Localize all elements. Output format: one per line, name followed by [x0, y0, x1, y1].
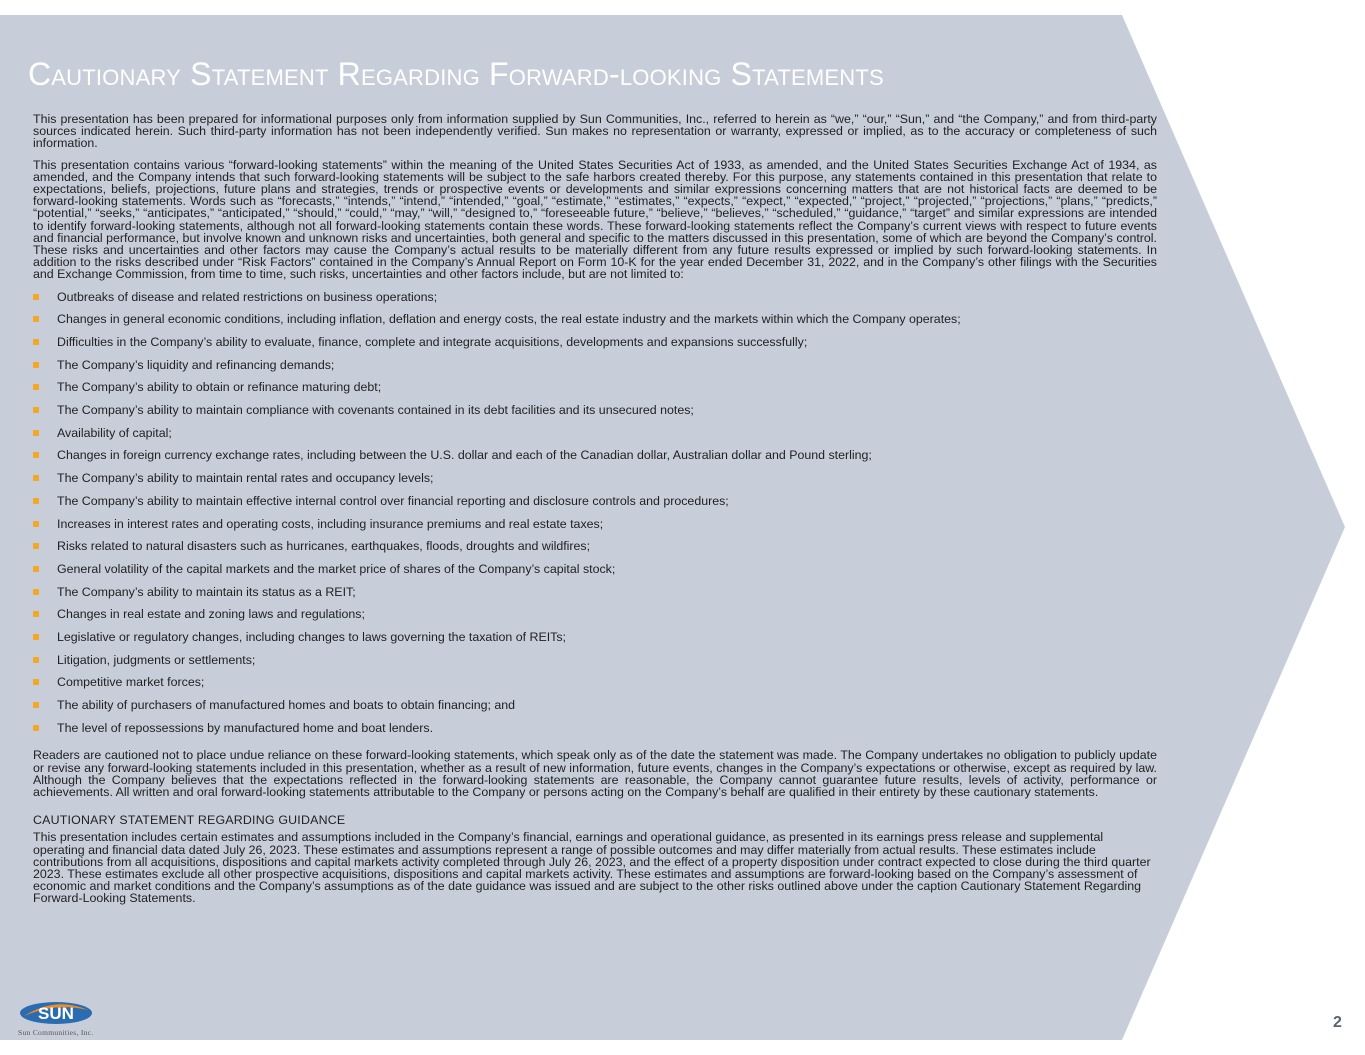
risk-factor-item	[33, 539, 1157, 562]
risk-factor-item	[33, 380, 1157, 403]
risk-factor-text: Availability of capital;	[57, 425, 172, 440]
risk-factor-item	[33, 585, 1157, 608]
forward-looking-paragraph: This presentation contains various “forward-looking statements” within the meaning of the United States Securities Act of 1933, as amended, and the United States Securities Exchange Act of 1934, as amended, and the Company intends that such forward-looking statements will be subject to the safe harbors created thereby. For this purpose, any statements contained in this presentation that relate to expectations, beliefs, projections, future plans and strategies, trends or prospective events or developments and similar expressions concerning matters that are not historical facts are deemed to be forward-looking statements. Words such as “forecasts,” “intends,” “intend,” “intended,” “goal,” “estimate,” “estimates,” “expects,” “expect,” “expected,” “project,” “projected,” “projections,” “plans,” “predicts,” “potential,” “seeks,” “anticipates,” “anticipated,” “should,” “could,” “may,” “will,” “designed to,” “foreseeable future,” “believe,” “believes,” “scheduled,” “guidance,” “target” and similar expressions are intended to identify forward-looking statements, although not all forward-looking statements contain these words. These forward-looking statements reflect the Company’s current views with respect to future events and financial performance, but involve known and unknown risks and uncertainties, both general and specific to the matters discussed in this presentation, some of which are beyond the Company’s control. These risks and uncertainties and other factors may cause the Company’s actual results to be materially different from any future results expressed or implied by such forward-looking statements. In addition to the risks described under “Risk Factors” contained in the Company’s Annual Report on Form 10-K for the year ended December 31, 2022, and in the Company’s other filings with the Securities and Exchange Commission, from time to time, such risks, uncertainties and other factors include, but are not limited to:	[33, 157, 1157, 282]
disclaimer-body	[33, 113, 1157, 914]
sun-logo-mark-icon	[18, 1000, 98, 1026]
risk-factor-text: Increases in interest rates and operating costs, including insurance premiums and real estate taxes;	[57, 516, 604, 531]
risk-factor-text: Legislative or regulatory changes, including changes to laws governing the taxation of REITs;	[57, 629, 567, 644]
risk-factor-text: Risks related to natural disasters such as hurricanes, earthquakes, floods, droughts and wildfires;	[57, 539, 591, 554]
bullet-icon	[33, 430, 39, 436]
risk-factor-item	[33, 721, 1157, 744]
risk-factor-item	[33, 312, 1157, 335]
bullet-icon	[33, 294, 39, 300]
guidance-paragraph: This presentation includes certain estimates and assumptions included in the Company’s financial, earnings and operational guidance, as presented in its earnings press release and supplemental operating and financial data dated July 26, 2023. These estimates and assumptions represent a range of possible outcomes and may differ materially from actual results. These estimates include contributions from all acquisitions, dispositions and capital markets activity completed through July 26, 2023, and the effect of a property disposition under contract expected to close during the third quarter 2023. These estimates exclude all other prospective acquisitions, dispositions and capital markets activity. These estimates and assumptions are forward-looking based on the Company’s assessment of economic and market conditions and the Company’s assumptions as of the date guidance was issued and are subject to the other risks outlined above under the caption Cautionary Statement Regarding Forward-Looking Statements.	[33, 830, 1151, 906]
risk-factor-text: Outbreaks of disease and related restrictions on business operations;	[57, 289, 438, 304]
risk-factor-item	[33, 607, 1157, 630]
risk-factor-item	[33, 471, 1157, 494]
risk-factor-text: Litigation, judgments or settlements;	[57, 652, 256, 667]
risk-factor-text: The Company’s ability to maintain rental rates and occupancy levels;	[57, 471, 434, 486]
risk-factor-text: The Company’s ability to maintain effective internal control over financial reporting and disclosure controls and procedures;	[57, 493, 729, 508]
bullet-icon	[33, 589, 39, 595]
risk-factor-item	[33, 335, 1157, 358]
bullet-icon	[33, 407, 39, 413]
risk-factor-item	[33, 517, 1157, 540]
bullet-icon	[33, 475, 39, 481]
bullet-icon	[33, 316, 39, 322]
bullet-icon	[33, 452, 39, 458]
risk-factor-text: Changes in general economic conditions, including inflation, deflation and energy costs, the real estate industry and the markets within which the Company operates;	[57, 312, 961, 327]
bullet-icon	[33, 702, 39, 708]
risk-factor-text: Changes in real estate and zoning laws and regulations;	[57, 607, 365, 622]
risk-factor-text: Difficulties in the Company’s ability to evaluate, finance, complete and integrate acquisitions, developments and expansions successfully;	[57, 335, 808, 350]
risk-factors-list	[33, 290, 1157, 744]
sun-communities-logo	[18, 1000, 128, 1040]
bullet-icon	[33, 339, 39, 345]
risk-factor-item	[33, 426, 1157, 449]
risk-factor-text: The ability of purchasers of manufactured homes and boats to obtain financing; and	[57, 698, 516, 713]
risk-factor-item	[33, 698, 1157, 721]
risk-factor-text: The Company’s ability to maintain its status as a REIT;	[57, 584, 356, 599]
readers-caution-paragraph: Readers are cautioned not to place undue reliance on these forward-looking statements, which speak only as of the date the statement was made. The Company undertakes no obligation to publicly update or revise any forward-looking statements included in this presentation, whether as a result of new information, future events, changes in the Company’s expectations or otherwise, except as required by law. Although the Company believes that the expectations reflected in the forward-looking statements are reasonable, the Company cannot guarantee future results, levels of activity, performance or achievements. All written and oral forward-looking statements attributable to the Company or persons acting on the Company’s behalf are qualified in their entirety by these cautionary statements.	[33, 748, 1157, 799]
bullet-icon	[33, 521, 39, 527]
risk-factor-item	[33, 358, 1157, 381]
bullet-icon	[33, 543, 39, 549]
risk-factor-text: The Company’s liquidity and refinancing demands;	[57, 357, 335, 372]
risk-factor-item	[33, 675, 1157, 698]
bullet-icon	[33, 725, 39, 731]
bullet-icon	[33, 384, 39, 390]
bullet-icon	[33, 498, 39, 504]
bullet-icon	[33, 657, 39, 663]
bullet-icon	[33, 634, 39, 640]
bullet-icon	[33, 566, 39, 572]
risk-factor-text: The level of repossessions by manufactured home and boat lenders.	[57, 720, 434, 735]
guidance-heading: CAUTIONARY STATEMENT REGARDING GUIDANCE	[33, 813, 346, 828]
bullet-icon	[33, 362, 39, 368]
risk-factor-item	[33, 630, 1157, 653]
risk-factor-text: General volatility of the capital markets and the market price of shares of the Company’s capital stock;	[57, 561, 616, 576]
page-title: Cautionary Statement Regarding Forward-looking Statements	[28, 56, 884, 92]
intro-paragraph: This presentation has been prepared for informational purposes only from information supplied by Sun Communities, Inc., referred to herein as “we,” “our,” “Sun,” and “the Company,” and from third-party sources indicated herein. Such third-party information has not been independently verified. Sun makes no representation or warranty, expressed or implied, as to the accuracy or completeness of such information.	[33, 112, 1157, 151]
logo-caption: Sun Communities, Inc.	[18, 1028, 94, 1037]
page-number: 2	[1333, 1014, 1342, 1031]
risk-factor-item	[33, 653, 1157, 676]
logo-wordmark: SUN	[38, 1004, 74, 1023]
risk-factor-item	[33, 562, 1157, 585]
risk-factor-text: The Company’s ability to maintain compliance with covenants contained in its debt facilities and its unsecured notes;	[57, 403, 694, 418]
risk-factor-item	[33, 403, 1157, 426]
risk-factor-text: The Company’s ability to obtain or refinance maturing debt;	[57, 380, 382, 395]
risk-factor-item	[33, 448, 1157, 471]
bullet-icon	[33, 679, 39, 685]
risk-factor-item	[33, 494, 1157, 517]
risk-factor-text: Changes in foreign currency exchange rates, including between the U.S. dollar and each of the Canadian dollar, Australian dollar and Pound sterling;	[57, 448, 872, 463]
bullet-icon	[33, 611, 39, 617]
risk-factor-item	[33, 290, 1157, 313]
risk-factor-text: Competitive market forces;	[57, 675, 205, 690]
